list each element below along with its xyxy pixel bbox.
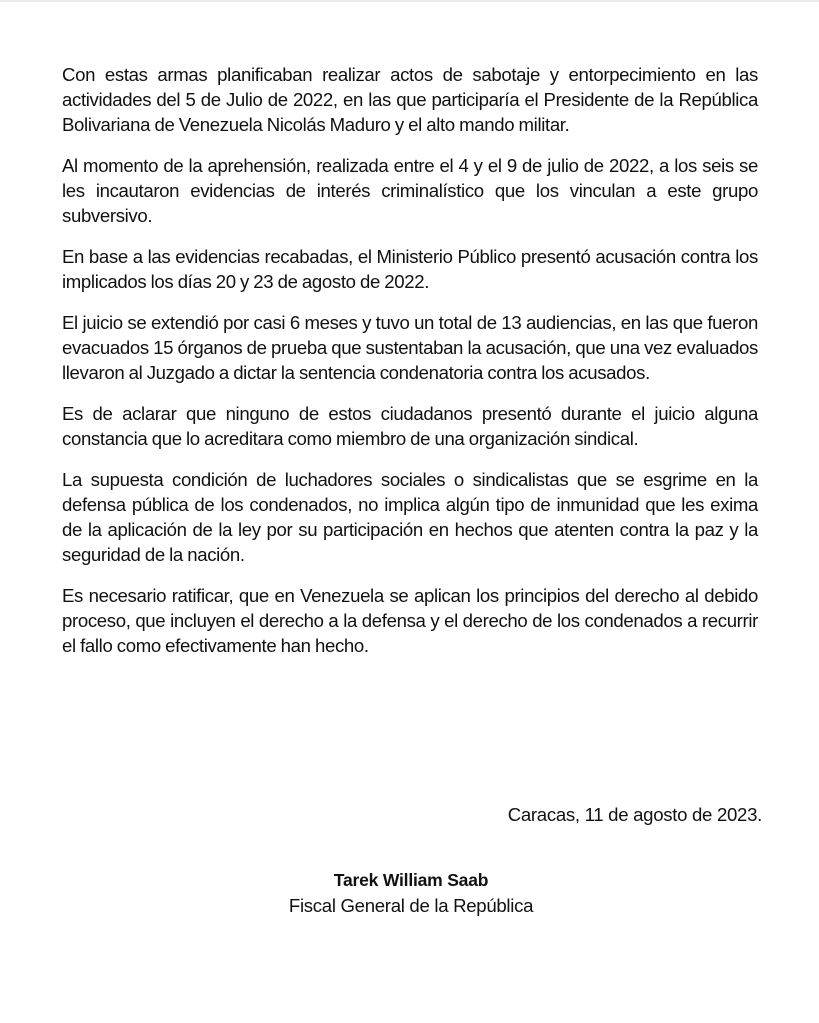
signatory-name: Tarek William Saab <box>333 870 489 890</box>
paragraph-accusation: En base a las evidencias recabadas, el Ministerio Público presentó acusación contra los implicados los días 20 y 23 de agosto de 2022. <box>62 246 758 292</box>
paragraph-union-membership: Es de aclarar que ninguno de estos ciudadanos presentó durante el juicio alguna constancia que lo acreditara como miembro de una organización sindical. <box>62 403 758 449</box>
paragraph-trial: El juicio se extendió por casi 6 meses y tuvo un total de 13 audiencias, en las que fueron evacuados 15 órganos de prueba que sustentaban la acusación, que una vez evaluados llevaron al Juzgado a dictar la sentencia condenatoria contra los acusados. <box>62 312 758 383</box>
paragraph-due-process: Es necesario ratificar, que en Venezuela se aplican los principios del derecho al debido proceso, que incluyen el derecho a la defensa y el derecho de los condenados a recurrir el fallo como efectivamente han hecho. <box>62 585 758 656</box>
paragraph-apprehension: Al momento de la aprehensión, realizada entre el 4 y el 9 de julio de 2022, a los seis se les incautaron evidencias de interés criminalístico que los vinculan a este grupo subversivo. <box>62 155 758 226</box>
document-body <box>62 62 758 674</box>
place-and-date: Caracas, 11 de agosto de 2023. <box>507 804 762 825</box>
paragraph-immunity: La supuesta condición de luchadores sociales o sindicalistas que se esgrime en la defensa pública de los condenados, no implica algún tipo de inmunidad que les exima de la aplicación de la ley por su participación en hechos que atenten contra la paz y la seguridad de la nación. <box>62 469 758 565</box>
paragraph-weapons-plan: Con estas armas planificaban realizar actos de sabotaje y entorpecimiento en las actividades del 5 de Julio de 2022, en las que participaría el Presidente de la República Bolivariana de Venezuela Nicolás Maduro y el alto mando militar. <box>62 64 758 135</box>
signatory-title: Fiscal General de la República <box>288 895 534 916</box>
signature-block <box>266 868 556 918</box>
